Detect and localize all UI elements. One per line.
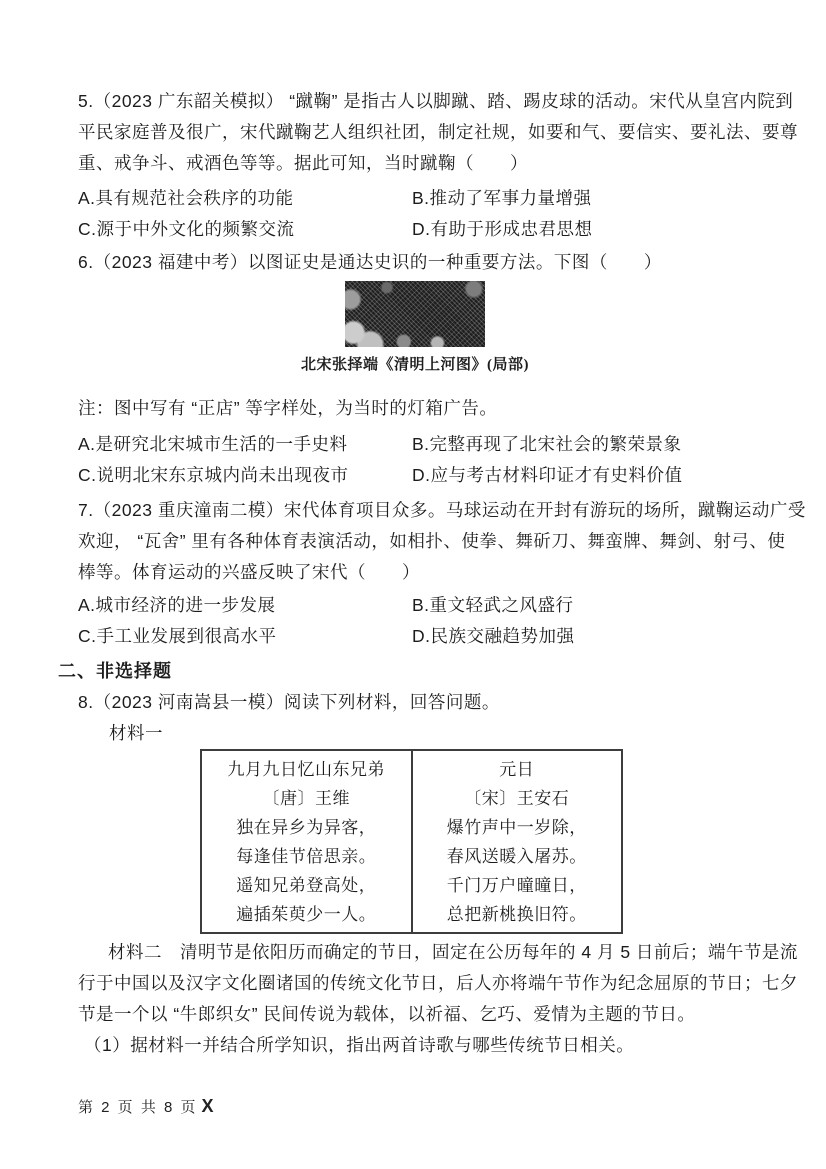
poems-table-row <box>201 750 622 933</box>
material-2-line-3: 节是一个以 “牛郎织女” 民间传说为载体，以祈福、乞巧、爱情为主题的节日。 <box>78 1004 696 1024</box>
question-5-stem-line-1: 5.（2023 广东韶关模拟） “蹴鞠” 是指古人以脚蹴、踏、踢皮球的活动。宋代从皇宫内院到 <box>78 91 794 111</box>
question-7-option-c: C.手工业发展到很高水平 <box>78 626 277 646</box>
question-8 <box>78 687 798 1061</box>
question-5 <box>78 86 798 245</box>
poem-right-verse-4: 总把新桃换旧符。 <box>446 905 587 924</box>
question-8-stem: 8.（2023 河南嵩县一模）阅读下列材料，回答问题。 <box>78 692 500 712</box>
question-7-stem-line-3: 棒等。体育运动的兴盛反映了宋代（ ） <box>78 562 420 582</box>
poem-left-author: 〔唐〕王维 <box>262 789 350 808</box>
question-7-options-row-2 <box>78 621 778 652</box>
question-6-option-a: A.是研究北宋城市生活的一手史料 <box>78 434 348 454</box>
poem-right-verse-1: 爆竹声中一岁除， <box>446 818 587 837</box>
poem-right-verse-3: 千门万户曈曈日， <box>446 876 587 895</box>
poem-cell-left <box>201 750 412 933</box>
question-6-options-row-2 <box>78 460 778 491</box>
question-8-sub-question-1: （1）据材料一并结合所学知识，指出两首诗歌与哪些传统节日相关。 <box>84 1035 635 1055</box>
question-7 <box>78 495 806 652</box>
page-content <box>58 86 806 1061</box>
poem-right-author: 〔宋〕王安石 <box>464 789 570 808</box>
question-7-stem-line-1: 7.（2023 重庆潼南二模）宋代体育项目众多。马球运动在开封有游玩的场所，蹴鞠运动广受 <box>78 500 806 520</box>
question-7-options-row-1 <box>78 590 778 621</box>
material-2-line-2: 行于中国以及汉字文化圈诸国的传统文化节日，后人亦将端午节作为纪念屈原的节日；七夕 <box>78 973 798 993</box>
question-7-option-b: B.重文轻武之风盛行 <box>412 595 574 615</box>
question-7-option-a: A.城市经济的进一步发展 <box>78 595 276 615</box>
question-6-note: 注：图中写有 “正店” 等字样处，为当时的灯箱广告。 <box>78 398 498 418</box>
poem-left-verse-1: 独在异乡为异客， <box>236 818 377 837</box>
question-6-option-b: B.完整再现了北宋社会的繁荣景象 <box>412 434 682 454</box>
question-7-option-d: D.民族交融趋势加强 <box>412 626 575 646</box>
question-5-stem-line-3: 重、戒争斗、戒酒色等等。据此可知，当时蹴鞠（ ） <box>78 153 528 173</box>
question-5-options-row-1 <box>78 183 778 214</box>
question-6-stem: 6.（2023 福建中考）以图证史是通达史识的一种重要方法。下图（ ） <box>78 252 662 272</box>
question-5-options-row-2 <box>78 214 778 245</box>
question-7-stem-line-2: 欢迎， “瓦舍” 里有各种体育表演活动，如相扑、使拳、舞斫刀、舞蛮牌、舞剑、射弓、使 <box>78 531 786 551</box>
poem-left-verse-3: 遥知兄弟登高处， <box>236 876 377 895</box>
page-number-info: 第 2 页 共 8 页 <box>78 1099 198 1116</box>
poem-left-verse-4: 遍插茱萸少一人。 <box>236 905 377 924</box>
material-1-label: 材料一 <box>109 723 163 743</box>
question-5-option-d: D.有助于形成忠君思想 <box>412 219 593 239</box>
question-6-option-c: C.说明北宋东京城内尚未出现夜市 <box>78 465 349 485</box>
poems-table <box>200 749 623 934</box>
question-5-option-b: B.推动了军事力量增强 <box>412 188 592 208</box>
poem-left-verse-2: 每逢佳节倍思亲。 <box>236 847 377 866</box>
material-2-line-1: 材料二 清明节是依阳历而确定的节日，固定在公历每年的 4 月 5 日前后；端午节是流 <box>108 942 798 962</box>
footer-brand-mark: X <box>201 1096 214 1116</box>
poem-left-title: 九月九日忆山东兄弟 <box>227 760 385 779</box>
page-footer <box>78 1096 214 1117</box>
figure-caption: 北宋张择端《清明上河图》(局部) <box>301 357 529 373</box>
question-6-options-row-1 <box>78 429 778 460</box>
poem-right-title: 元日 <box>499 760 535 779</box>
poem-cell-right <box>412 750 623 933</box>
question-6 <box>78 247 778 491</box>
section-2-title: 二、非选择题 <box>58 661 172 681</box>
qingming-scroll-image <box>345 281 485 347</box>
question-6-figure <box>275 281 555 377</box>
poem-right-verse-2: 春风送暖入屠苏。 <box>446 847 587 866</box>
question-5-stem-line-2: 平民家庭普及很广，宋代蹴鞠艺人组织社团，制定社规，如要和气、要信实、要礼法、要尊 <box>78 122 798 142</box>
question-5-option-a: A.具有规范社会秩序的功能 <box>78 188 294 208</box>
question-5-option-c: C.源于中外文化的频繁交流 <box>78 219 295 239</box>
question-6-option-d: D.应与考古材料印证才有史料价值 <box>412 465 683 485</box>
